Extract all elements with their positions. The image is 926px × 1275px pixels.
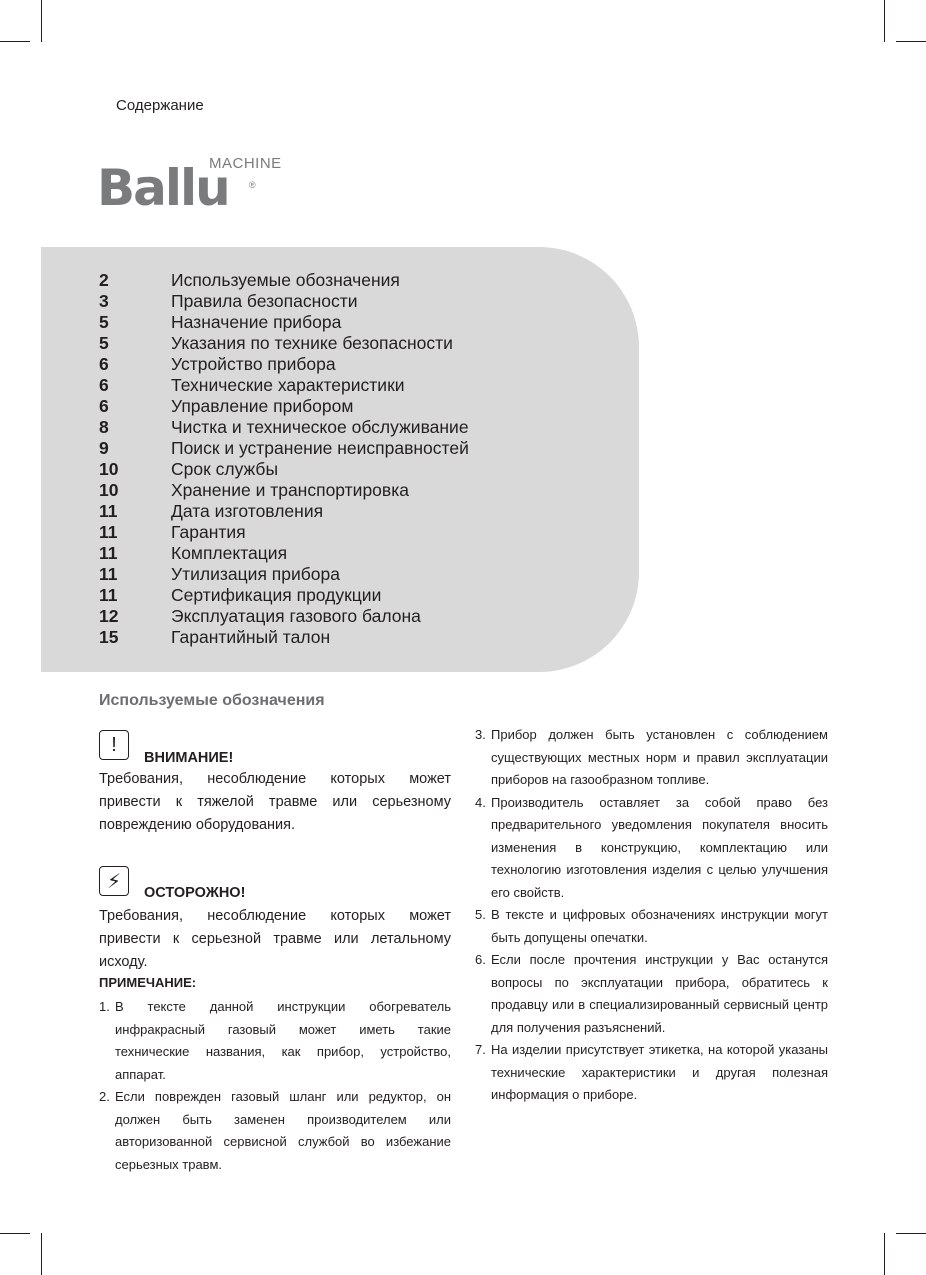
toc-title: Хранение и транспортировка: [171, 480, 409, 500]
toc-page-number: 3: [99, 291, 109, 311]
warning-icon: [99, 730, 129, 760]
lightning-icon: ⚡: [106, 870, 122, 893]
note-number: 1.: [99, 999, 110, 1014]
warning-title: ВНИМАНИЕ!: [144, 750, 234, 766]
note-title: ПРИМЕЧАНИЕ:: [99, 975, 197, 990]
notes-list-right: [475, 724, 828, 1107]
toc-page-number: 11: [99, 585, 118, 605]
note-number: 7.: [475, 1042, 486, 1057]
toc-entry: [99, 354, 469, 375]
note-number: 2.: [99, 1089, 110, 1104]
toc-page-number: 6: [99, 375, 109, 395]
toc-title: Устройство прибора: [171, 354, 336, 374]
note-item: [99, 1086, 451, 1176]
toc-title: Срок службы: [171, 459, 279, 479]
caution-icon: [99, 866, 129, 896]
toc-page-number: 6: [99, 354, 109, 374]
toc-entry: [99, 459, 469, 480]
section-label: Содержание: [116, 97, 204, 114]
crop-mark: [41, 0, 42, 42]
toc-entry: [99, 291, 469, 312]
exclamation-icon: !: [111, 733, 117, 756]
toc-entry: [99, 501, 469, 522]
toc-title: Гарантия: [171, 522, 246, 542]
crop-mark: [884, 1233, 885, 1275]
note-item: [475, 792, 828, 905]
note-text: Производитель оставляет за собой право без предварительного уведомления покупателя вносить изменения в конструкцию, комплектацию или технологию изготовления изделия с целью улучшения его свойств.: [491, 794, 828, 900]
toc-title: Утилизация прибора: [171, 564, 340, 584]
toc-title: Комплектация: [171, 543, 288, 563]
note-number: 6.: [475, 952, 486, 967]
toc-entry: [99, 627, 469, 648]
caution-text: Требования, несоблюдение которых может привести к серьезной травме или летальному исходу.: [99, 908, 451, 970]
section-heading: Используемые обозначения: [99, 692, 325, 709]
toc-page-number: 15: [99, 627, 119, 647]
toc-entry: [99, 564, 469, 585]
toc-page-number: 10: [99, 459, 119, 479]
toc-entry: [99, 585, 469, 606]
toc-page-number: 5: [99, 333, 109, 353]
toc-entry: [99, 606, 469, 627]
toc-entry: [99, 270, 469, 291]
note-number: 3.: [475, 727, 486, 742]
toc-page-number: 11: [99, 543, 118, 563]
crop-mark: [896, 1233, 926, 1234]
toc-title: Эксплуатация газового балона: [171, 606, 421, 626]
note-number: 4.: [475, 794, 486, 810]
caution-title: ОСТОРОЖНО!: [144, 885, 246, 901]
toc-title: Технические характеристики: [171, 375, 405, 395]
note-item: [475, 1039, 828, 1107]
note-text: На изделии присутствует этикетка, на которой указаны технические характеристики и другая полезная информация о приборе.: [491, 1042, 828, 1102]
toc-page-number: 11: [99, 564, 118, 584]
toc-page-number: 6: [99, 396, 109, 416]
toc-title: Правила безопасности: [171, 291, 358, 311]
toc-title: Управление прибором: [171, 396, 354, 416]
warning-text: Требования, несоблюдение которых может привести к тяжелой травме или серьезному повреждению оборудования.: [99, 771, 451, 833]
notes-list-left: [99, 996, 451, 1176]
note-text: В тексте и цифровых обозначениях инструкции могут быть допущены опечатки.: [491, 907, 828, 945]
toc-entry: [99, 417, 469, 438]
toc-title: Назначение прибора: [171, 312, 342, 332]
toc-page-number: 8: [99, 417, 109, 437]
logo-word: Ballu: [97, 159, 229, 217]
toc-page-number: 5: [99, 312, 109, 332]
toc-title: Используемые обозначения: [171, 270, 400, 290]
toc-page-number: 10: [99, 480, 119, 500]
toc-page-number: 11: [99, 522, 118, 542]
logo-reg: ®: [249, 180, 256, 190]
toc-entry: [99, 312, 469, 333]
crop-mark: [896, 41, 926, 42]
crop-mark: [884, 0, 885, 42]
toc-entry: [99, 375, 469, 396]
toc-title: Поиск и устранение неисправностей: [171, 438, 469, 458]
logo-sub: MACHINE: [209, 155, 282, 172]
toc-entry: [99, 543, 469, 564]
toc-title: Сертификация продукции: [171, 585, 382, 605]
crop-mark: [0, 1233, 30, 1234]
toc-entry: [99, 396, 469, 417]
note-text: Если поврежден газовый шланг или редуктор, он должен быть заменен производителем или авторизованной сервисной службой во избежание серьезных травм.: [115, 1089, 451, 1172]
note-number: 5.: [475, 907, 486, 922]
toc-page-number: 9: [99, 438, 109, 458]
note-item: [99, 996, 451, 1086]
toc-entry: [99, 522, 469, 543]
table-of-contents: [99, 270, 469, 648]
toc-page-number: 2: [99, 270, 109, 290]
crop-mark: [0, 41, 30, 42]
note-item: [475, 949, 828, 1039]
toc-title: Указания по технике безопасности: [171, 333, 453, 353]
toc-title: Чистка и техническое обслуживание: [171, 417, 469, 437]
ballu-logo: [97, 150, 297, 220]
toc-title: Гарантийный талон: [171, 627, 331, 647]
note-text: В тексте данной инструкции обогреватель инфракрасный газовый может иметь такие технические названия, как прибор, устройство, аппарат.: [115, 999, 451, 1082]
note-item: [475, 724, 828, 792]
toc-entry: [99, 438, 469, 459]
toc-page-number: 12: [99, 606, 119, 626]
toc-page-number: 11: [99, 501, 118, 521]
toc-entry: [99, 480, 469, 501]
note-text: Если после прочтения инструкции у Вас останутся вопросы по эксплуатации прибора, обратитесь к продавцу или в специализированный сервисный центр для получения разъяснений.: [491, 952, 828, 1035]
note-text: Прибор должен быть установлен с соблюдением существующих местных норм и правил эксплуатации приборов на газообразном топливе.: [491, 727, 828, 787]
toc-entry: [99, 333, 469, 354]
crop-mark: [41, 1233, 42, 1275]
toc-title: Дата изготовления: [171, 501, 324, 521]
note-item: [475, 904, 828, 949]
